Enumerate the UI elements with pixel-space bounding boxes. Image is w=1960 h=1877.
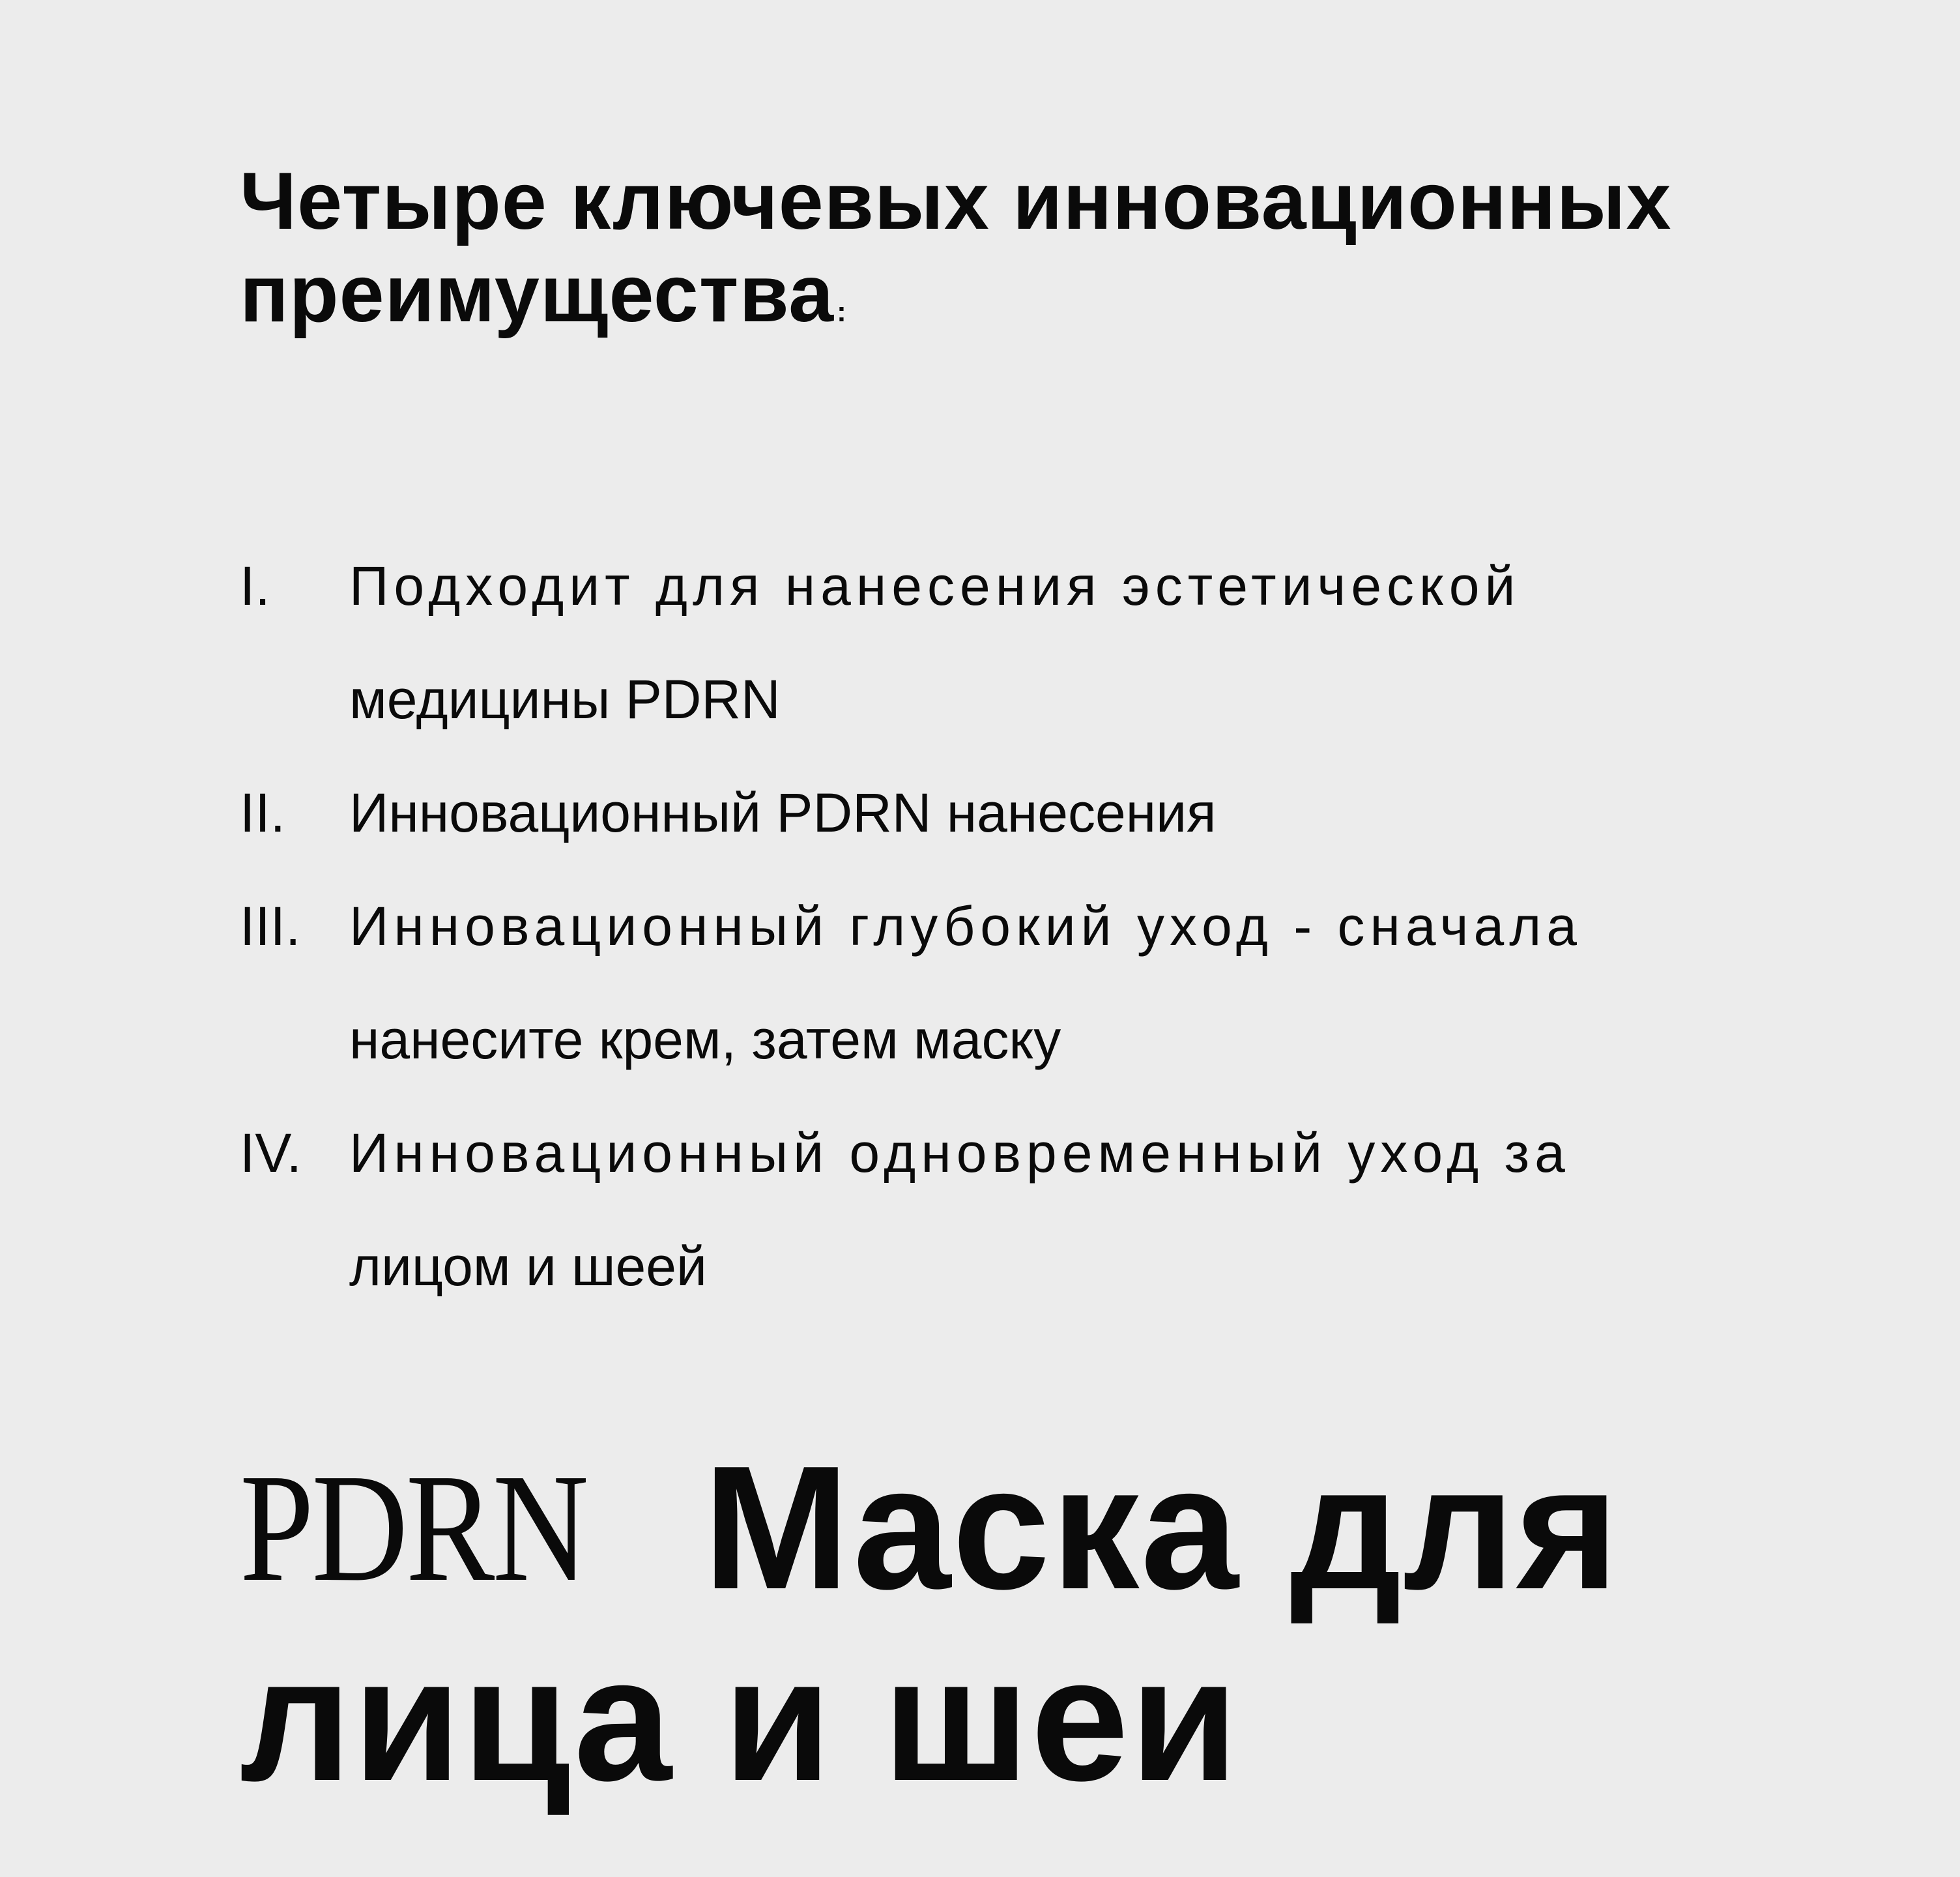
feature-item-2 — [240, 756, 1934, 869]
product-title-row-1 — [240, 1427, 1934, 1629]
product-title-row-2 — [240, 1619, 1934, 1821]
section-heading — [240, 155, 1908, 358]
feature-item-4 — [240, 1096, 1934, 1323]
heading-line-2-text: преимущества — [240, 249, 835, 339]
heading-colon: : — [837, 296, 847, 328]
feature-text-line: Инновационный глубокий уход - сначала — [349, 895, 1582, 957]
pdrn-logo: PDRN — [240, 1442, 587, 1614]
product-title — [240, 1427, 1934, 1821]
feature-number: I. — [240, 555, 270, 617]
feature-item-3 — [240, 869, 1934, 1096]
feature-number: III. — [240, 895, 301, 957]
heading-line-1: Четыре ключевых инновационных — [240, 156, 1672, 246]
product-title-line-2: лица и шеи — [240, 1622, 1240, 1818]
feature-number: IV. — [240, 1122, 302, 1184]
feature-text-line: Инновационный PDRN нанесения — [349, 782, 1217, 843]
product-title-line-1: Маска для — [702, 1430, 1621, 1626]
feature-text-line: лицом и шеей — [349, 1236, 707, 1297]
features-list — [240, 529, 1934, 1323]
feature-item-1 — [240, 529, 1934, 756]
heading-line-2 — [240, 248, 1908, 358]
feature-number: II. — [240, 782, 286, 843]
feature-text-line: Подходит для нанесения эстетической — [349, 555, 1521, 617]
feature-text-line: медицины PDRN — [349, 669, 781, 730]
feature-text-line: нанесите крем, затем маску — [349, 1009, 1061, 1070]
feature-text-line: Инновационный одновременный уход за — [349, 1122, 1570, 1184]
